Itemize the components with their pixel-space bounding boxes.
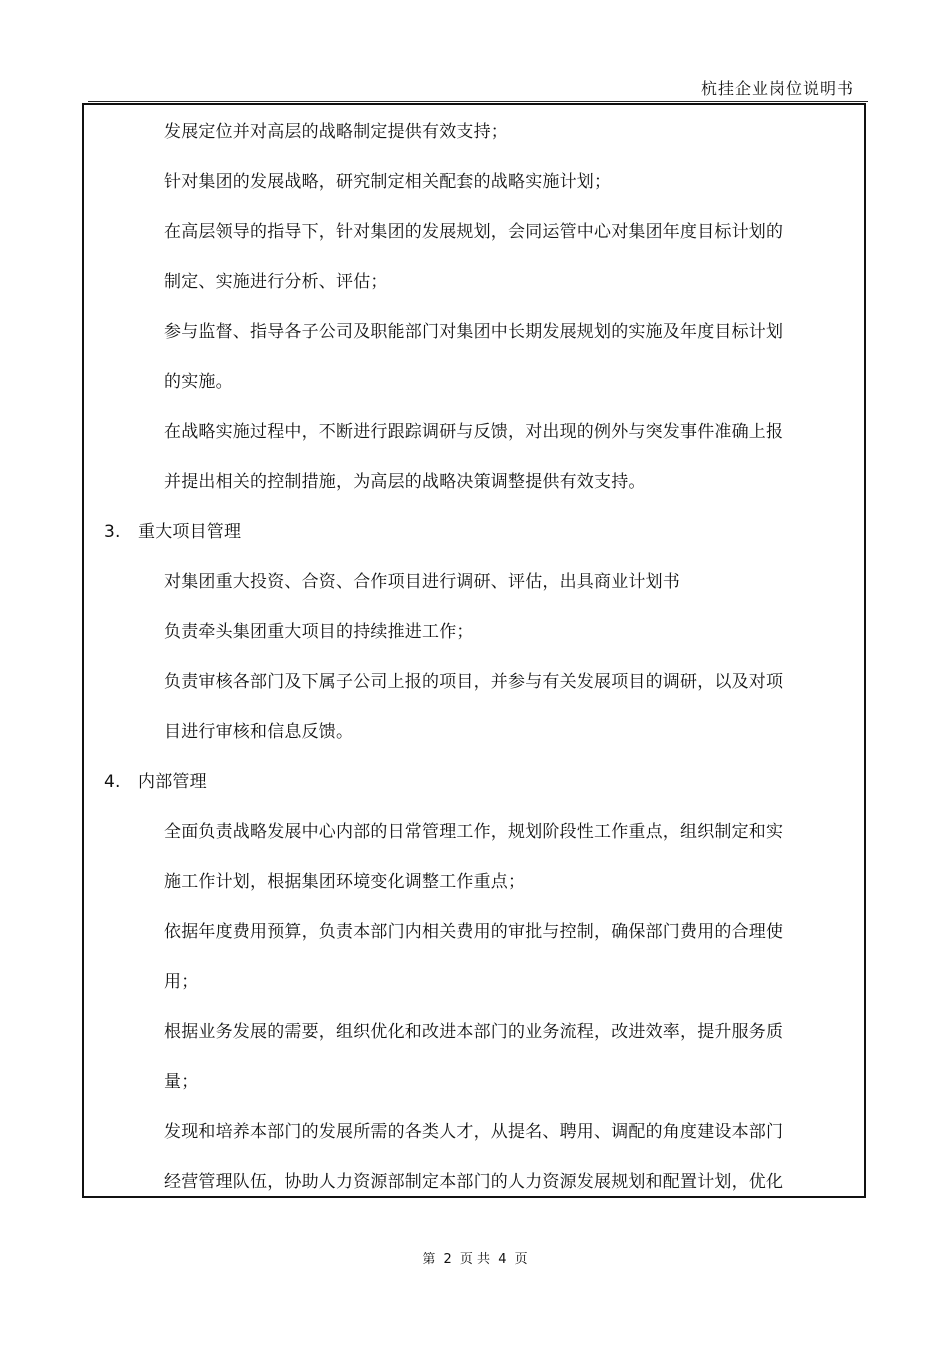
text-line: 负责牵头集团重大项目的持续推进工作； xyxy=(164,622,474,642)
text-line: 施工作计划，根据集团环境变化调整工作重点； xyxy=(164,872,526,892)
section-3-title: 重大项目管理 xyxy=(138,522,242,542)
footer-mid: 页 共 xyxy=(459,1252,491,1267)
section-4-title: 内部管理 xyxy=(138,772,207,792)
text-line: 针对集团的发展战略，研究制定相关配套的战略实施计划； xyxy=(164,172,612,192)
text-line: 的实施。 xyxy=(164,372,233,392)
header-divider xyxy=(88,101,868,102)
text-line: 在高层领导的指导下，针对集团的发展规划，会同运管中心对集团年度目标计划的 xyxy=(164,222,784,242)
text-line: 全面负责战略发展中心内部的日常管理工作，规划阶段性工作重点，组织制定和实 xyxy=(164,822,784,842)
text-line: 制定、实施进行分析、评估； xyxy=(164,272,388,292)
text-line: 发现和培养本部门的发展所需的各类人才，从提名、聘用、调配的角度建设本部门 xyxy=(164,1122,784,1142)
text-line: 根据业务发展的需要，组织优化和改进本部门的业务流程，改进效率，提升服务质 xyxy=(164,1022,784,1042)
section-3-number: 3. xyxy=(104,522,121,542)
section-4-number: 4. xyxy=(104,772,121,792)
text-line: 并提出相关的控制措施，为高层的战略决策调整提供有效支持。 xyxy=(164,472,646,492)
footer-prefix: 第 xyxy=(422,1252,436,1267)
text-line: 参与监督、指导各子公司及职能部门对集团中长期发展规划的实施及年度目标计划 xyxy=(164,322,784,342)
document-header-title: 杭挂企业岗位说明书 xyxy=(700,79,854,98)
current-page-number: 2 xyxy=(443,1252,452,1267)
total-page-count: 4 xyxy=(498,1252,507,1267)
text-line: 依据年度费用预算，负责本部门内相关费用的审批与控制，确保部门费用的合理使 xyxy=(164,922,784,942)
text-line: 发展定位并对高层的战略制定提供有效支持； xyxy=(164,122,508,142)
text-line: 对集团重大投资、合资、合作项目进行调研、评估，出具商业计划书 xyxy=(164,572,680,592)
text-line: 负责审核各部门及下属子公司上报的项目，并参与有关发展项目的调研，以及对项 xyxy=(164,672,784,692)
text-line: 目进行审核和信息反馈。 xyxy=(164,722,354,742)
text-line: 经营管理队伍，协助人力资源部制定本部门的人力资源发展规划和配置计划，优化 xyxy=(164,1172,784,1192)
page-footer xyxy=(0,1248,950,1267)
text-line: 在战略实施过程中，不断进行跟踪调研与反馈，对出现的例外与突发事件准确上报 xyxy=(164,422,784,442)
footer-suffix: 页 xyxy=(514,1252,528,1267)
text-line: 用； xyxy=(164,972,199,992)
text-line: 量； xyxy=(164,1072,199,1092)
content-frame xyxy=(82,103,866,1198)
